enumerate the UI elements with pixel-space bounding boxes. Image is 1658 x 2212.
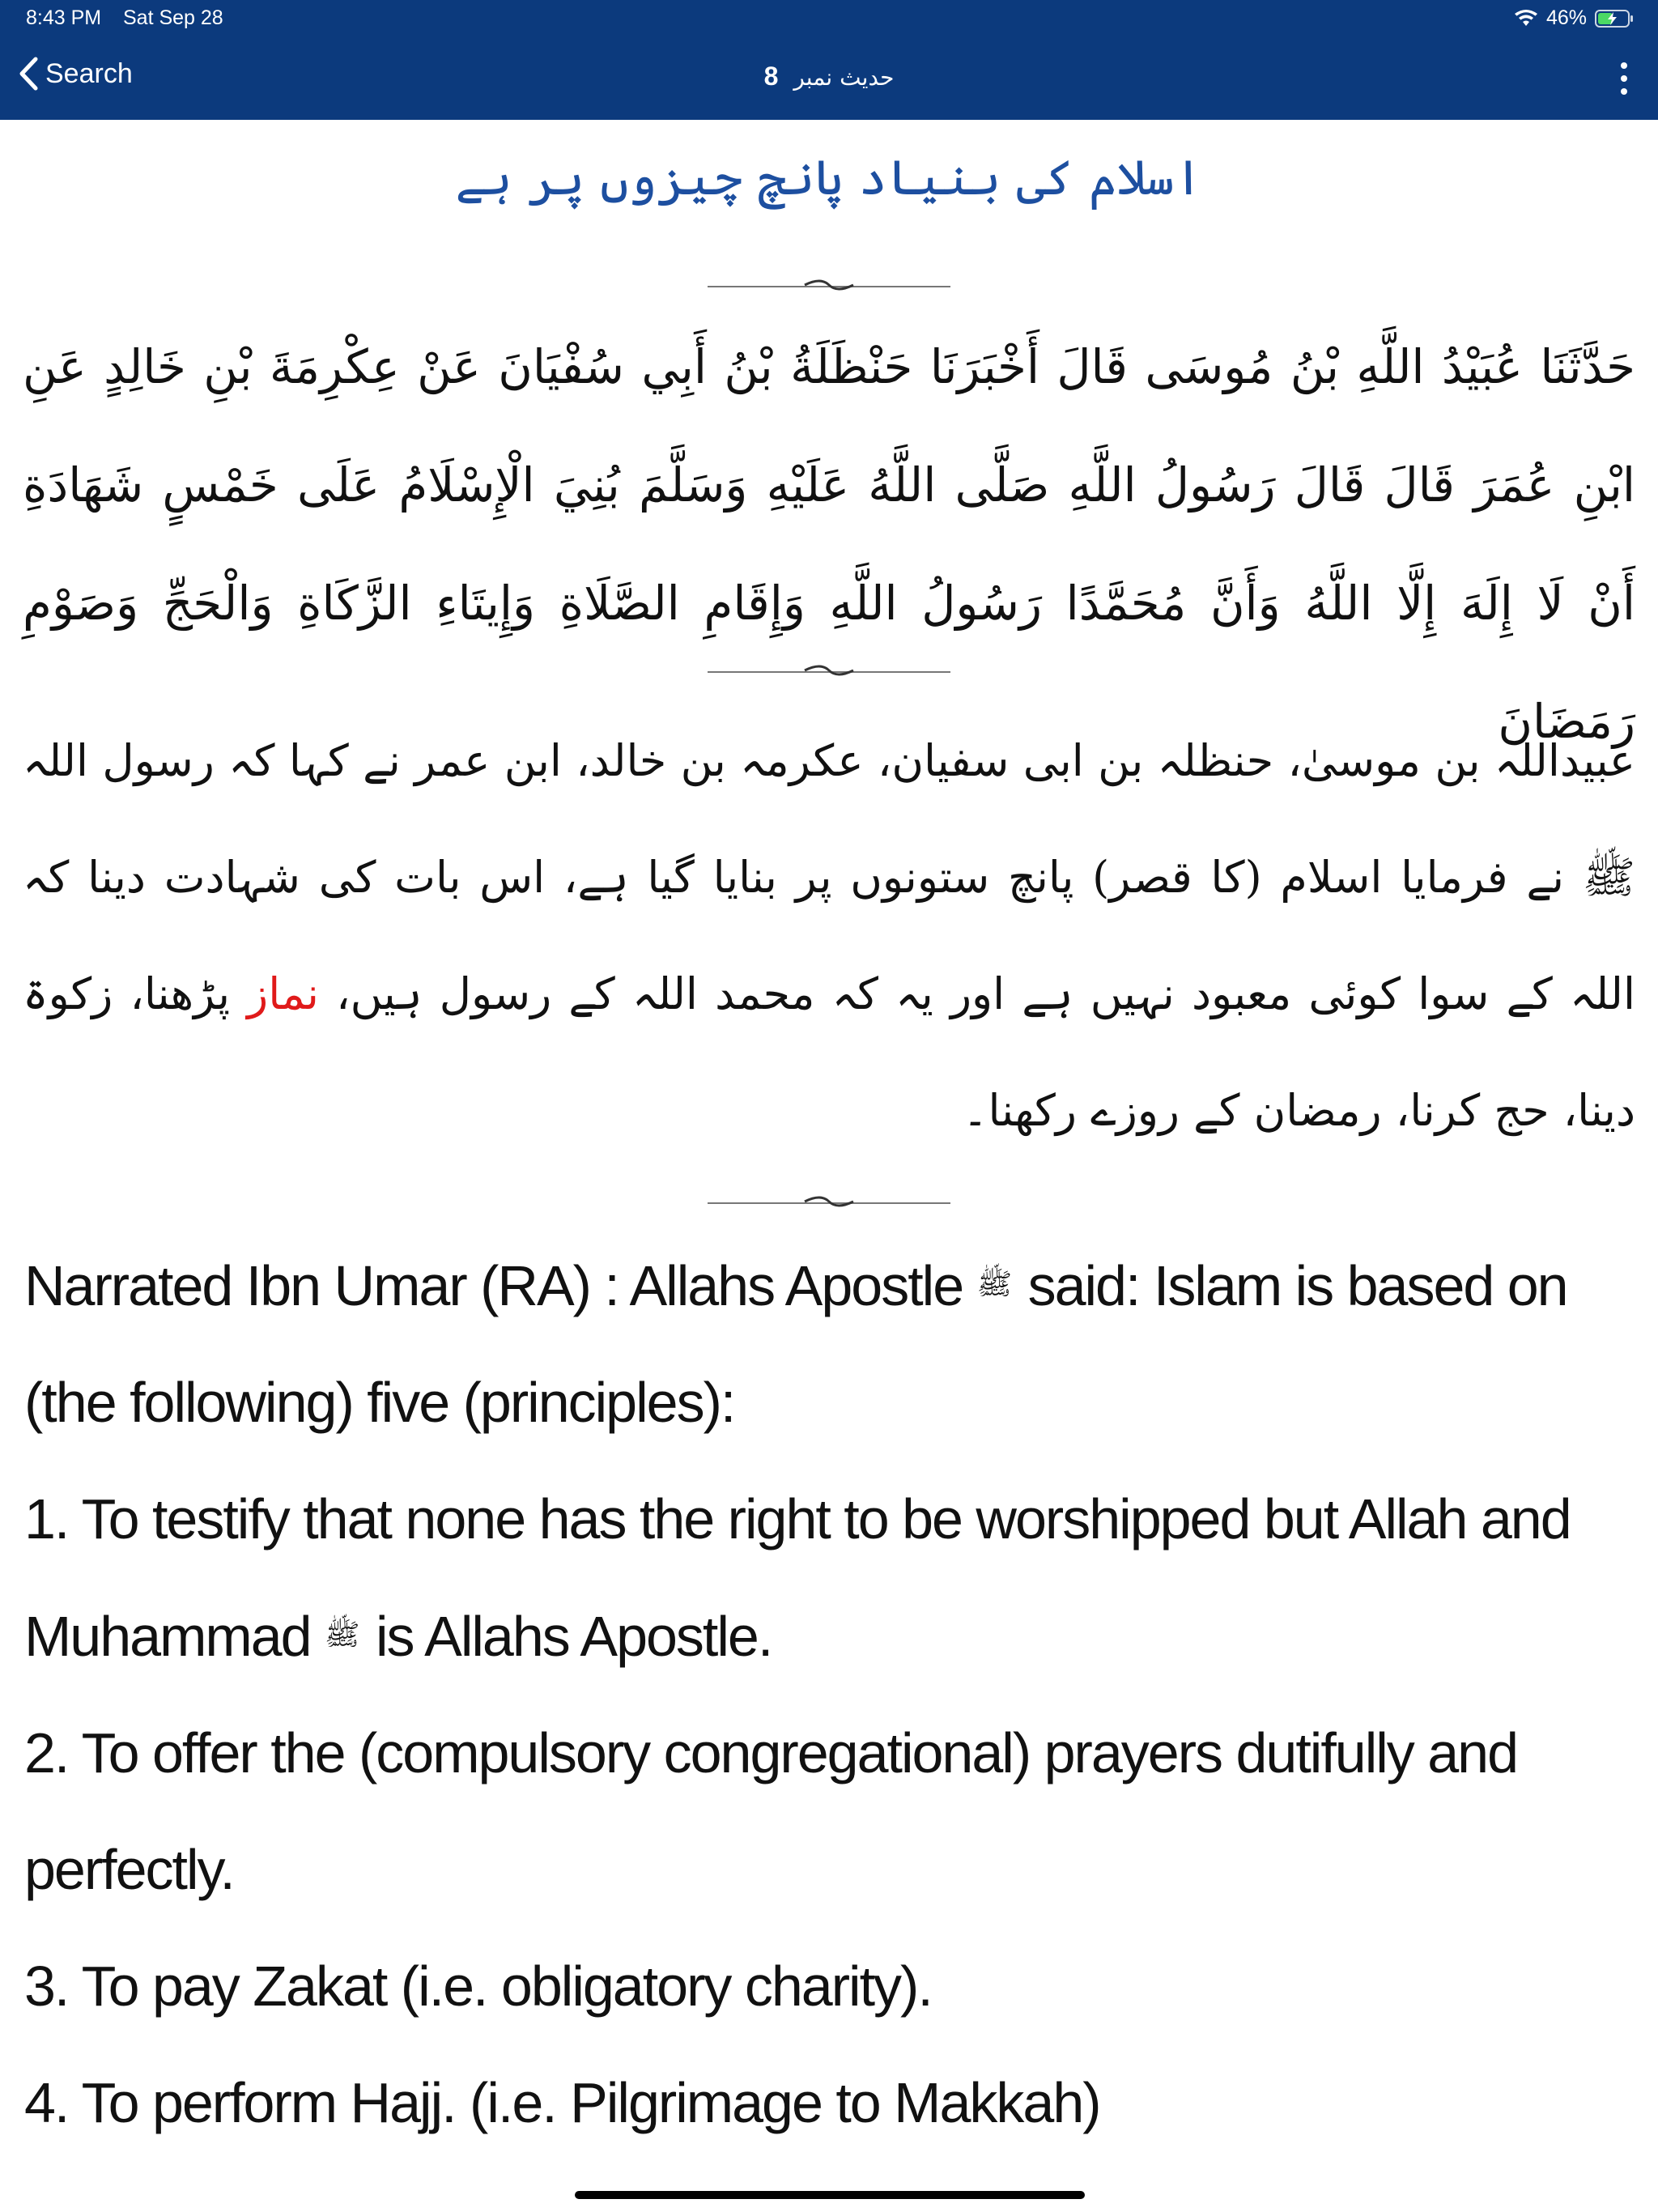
- english-translation: [24, 1227, 1634, 2161]
- chapter-title: اسلام کی بنیاد پانچ چیزوں پر ہے: [455, 150, 1203, 206]
- home-indicator[interactable]: [575, 2191, 1085, 2199]
- status-date: Sat Sep 28: [123, 6, 223, 29]
- urdu-highlight-word: نماز: [247, 968, 319, 1019]
- urdu-translation-part2: پڑھنا، زکوۃ دینا، حج کرنا، رمضان کے روزے رکھنا۔: [23, 968, 1635, 1136]
- navigation-bar: [0, 50, 1658, 108]
- urdu-translation-part1: عبیداللہ بن موسیٰ، حنظلہ بن ابی سفیان، عکرمہ بن خالد، ابن عمر نے کہا کہ رسول اللہ ﷺ نے فرمایا اسلام (کا قصر) پانچ ستونوں پر بنایا گیا ہے، اس بات کی شہادت دینا کہ اللہ کے سوا کوئی معبود نہیں ہے اور یہ کہ محمد اللہ کے رسول ہیں،: [23, 735, 1636, 1019]
- english-intro-part2: said: Islam is based on (the following) five (principles):: [24, 1254, 1567, 1434]
- header: [0, 0, 1658, 120]
- saw-symbol: ﷺ: [325, 1619, 360, 1652]
- status-bar: [0, 0, 1658, 37]
- status-indicators: [1514, 6, 1634, 30]
- nav-title: [0, 62, 1658, 91]
- wifi-icon: [1514, 9, 1538, 28]
- english-item-4: 4. To perform Hajj. (i.e. Pilgrimage to Makkah): [24, 2071, 1100, 2134]
- english-intro: [24, 1227, 1634, 1461]
- english-intro-part1: Narrated Ibn Umar (RA) : Allahs Apostle: [24, 1254, 963, 1317]
- ornament-divider-icon: [708, 1190, 950, 1214]
- english-item-1: [24, 1461, 1634, 1695]
- arabic-hadith-text: حَدَّثَنَا عُبَيْدُ اللَّهِ بْنُ مُوسَى قَالَ أَخْبَرَنَا حَنْظَلَةُ بْنُ أَبِي سُفْيَانَ عَنْ عِكْرِمَةَ بْنِ خَالِدٍ عَنِ ابْنِ عُمَرَ قَالَ قَالَ رَسُولُ اللَّهِ صَلَّى اللَّهُ عَلَيْهِ وَسَلَّمَ بُنِيَ الْإِسْلَامُ عَلَى خَمْسٍ شَهَادَةِ أَنْ لَا إِلَهَ إِلَّا اللَّهُ وَأَنَّ مُحَمَّدًا رَسُولُ اللَّهِ وَإِقَامِ الصَّلَاةِ وَإِيتَاءِ الزَّكَاةِ وَالْحَجِّ وَصَوْمِ رَمَضَانَ: [23, 339, 1635, 749]
- hadith-number: 8: [763, 62, 779, 91]
- english-item-1-part2: is Allahs Apostle.: [376, 1605, 772, 1668]
- urdu-translation: [23, 703, 1635, 1169]
- ornament-divider-icon: [708, 274, 950, 298]
- hadith-number-label: حدیث نمبر: [793, 64, 895, 91]
- battery-icon: [1595, 10, 1634, 28]
- back-button-label: Search: [45, 57, 133, 89]
- saw-symbol: ﷺ: [976, 1268, 1013, 1301]
- more-vertical-icon[interactable]: [1614, 60, 1634, 97]
- battery-percent: 46%: [1545, 6, 1587, 29]
- english-item-1-part1: 1. To testify that none has the right to be worshipped but Allah and Muhammad: [24, 1487, 1571, 1668]
- status-time: 8:43 PM: [26, 6, 102, 29]
- english-item-2: 2. To offer the (compulsory congregational) prayers dutifully and perfectly.: [24, 1721, 1518, 1901]
- english-item-3: 3. To pay Zakat (i.e. obligatory charity).: [24, 1955, 932, 2018]
- ornament-divider-icon: [708, 659, 950, 683]
